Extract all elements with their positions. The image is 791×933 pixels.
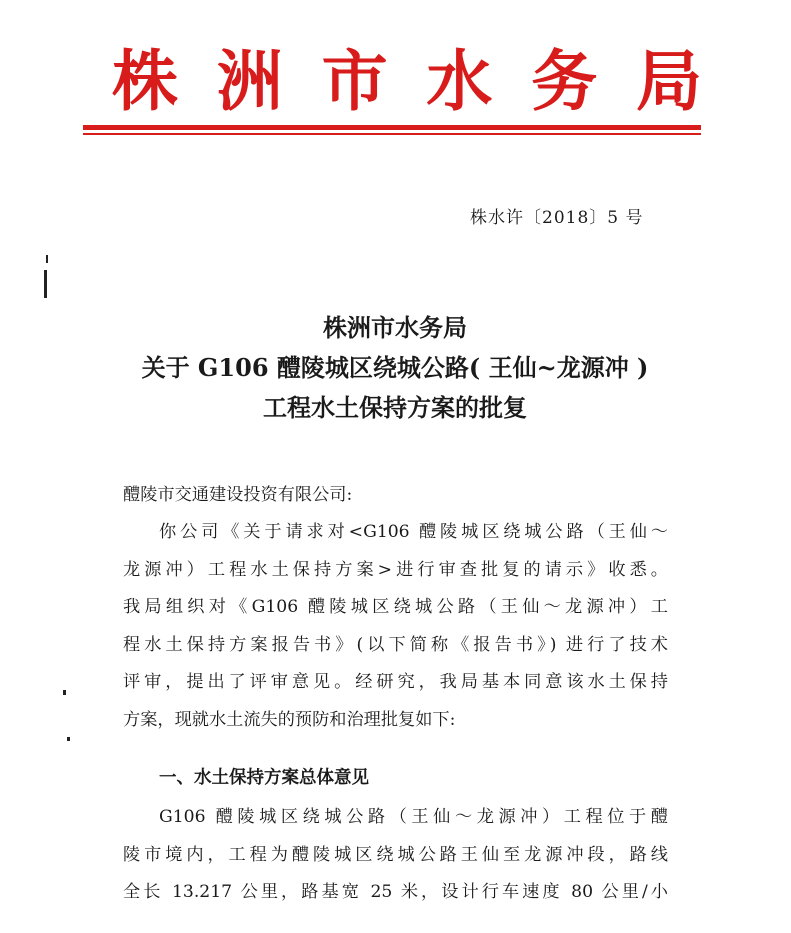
paragraph-line: 龙源冲）工程水土保持方案>进行审查批复的请示》收悉。	[123, 559, 668, 580]
paragraph-line: G106 醴陵城区绕城公路（王仙～龙源冲）工程位于醴	[159, 807, 668, 827]
letterhead-rule-thick	[83, 125, 701, 130]
letterhead-rule-thin	[83, 133, 701, 135]
paragraph-line: 评审，提出了评审意见。经研究，我局基本同意该水土保持	[123, 672, 668, 692]
paragraph-line: 我局组织对《G106 醴陵城区绕城公路（王仙～龙源冲）工	[123, 597, 668, 617]
paragraph-2	[123, 799, 668, 912]
margin-mark	[46, 255, 48, 263]
letterhead-char: 水	[426, 43, 493, 120]
section-heading: 一、水土保持方案总体意见	[159, 768, 369, 788]
title-line-3: 工程水土保持方案的批复	[263, 393, 527, 422]
paragraph-line: 陵市境内，工程为醴陵城区绕城公路王仙至龙源冲段，路线	[123, 844, 668, 865]
letterhead-char: 局	[635, 43, 702, 120]
document-title	[80, 308, 710, 428]
paragraph-line: 你公司《关于请求对<G106 醴陵城区绕城公路（王仙～	[159, 522, 668, 542]
addressee: 醴陵市交通建设投资有限公司:	[123, 485, 353, 505]
title-line-2: 关于 G106 醴陵城区绕城公路( 王仙~龙源冲 )	[141, 353, 649, 382]
margin-mark	[63, 690, 66, 695]
paragraph-line: 全长 13.217 公里，路基宽 25 米，设计行车速度 80 公里/小	[123, 882, 668, 902]
letterhead-title	[112, 42, 702, 122]
paragraph-1	[123, 514, 668, 739]
letterhead-char: 务	[531, 43, 598, 120]
letterhead-char: 株	[112, 43, 178, 120]
paragraph-line: 程水土保持方案报告书》(以下简称《报告书》) 进行了技术	[123, 634, 668, 655]
title-line-1: 株洲市水务局	[323, 313, 467, 342]
document-number: 株水许〔2018〕5 号	[470, 208, 644, 228]
letterhead-char: 市	[321, 43, 388, 120]
margin-mark	[67, 737, 70, 741]
margin-mark	[44, 270, 47, 298]
letterhead-char: 洲	[216, 43, 283, 120]
paragraph-line: 方案，现就水土流失的预防和治理批复如下:	[123, 709, 456, 730]
